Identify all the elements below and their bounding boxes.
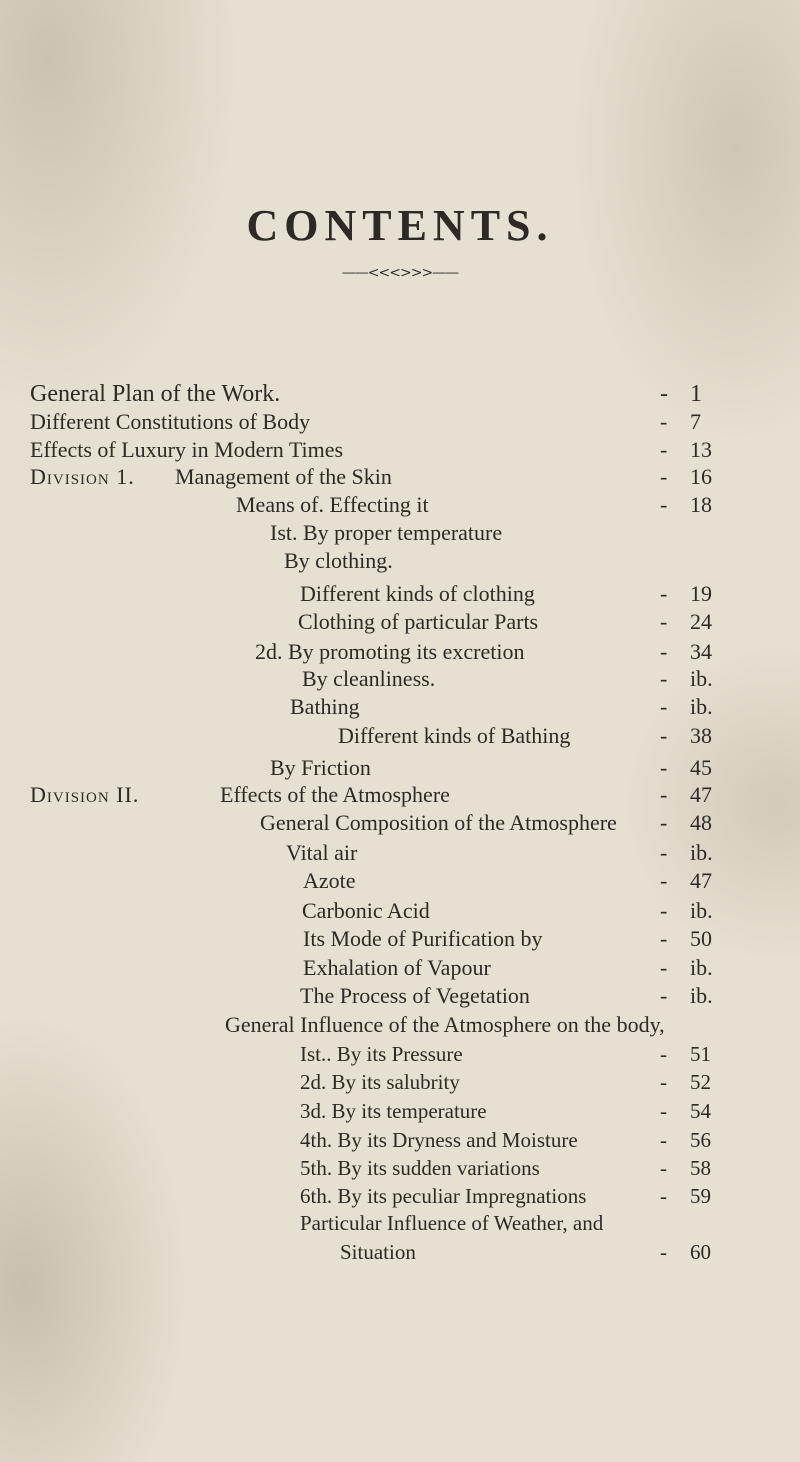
toc-page-number: 16: [690, 464, 712, 489]
toc-entry-label: Carbonic Acid: [302, 898, 430, 923]
leader-dash: -: [660, 840, 668, 865]
toc-page-number: ib.: [690, 983, 713, 1008]
toc-entry: [0, 980, 800, 1012]
toc-entry-label: General Influence of the Atmosphere on the body,: [225, 1012, 665, 1037]
leader-dash: -: [660, 1156, 667, 1180]
toc-entry-label: General Plan of the Work.: [30, 381, 281, 407]
toc-entry-label: Situation: [340, 1240, 416, 1264]
leader-dash: -: [660, 755, 668, 780]
toc-page-number: 60: [690, 1240, 711, 1264]
toc-page-number: 48: [690, 810, 712, 835]
leader-dash: -: [660, 639, 668, 664]
toc-entry-label: Its Mode of Purification by: [303, 926, 543, 951]
toc-entry: [0, 691, 800, 723]
toc-entry: [0, 1236, 800, 1268]
leader-dash: -: [660, 609, 668, 634]
toc-entry-label: Different kinds of Bathing: [338, 723, 571, 748]
toc-entry-label: By cleanliness.: [302, 666, 436, 691]
leader-dash: -: [660, 898, 668, 923]
toc-page-number: ib.: [690, 955, 713, 980]
leader-dash: -: [660, 868, 668, 893]
toc-entry-label: Different kinds of clothing: [300, 581, 535, 606]
leader-dash: -: [660, 581, 668, 606]
toc-entry-label: Effects of the Atmosphere: [220, 782, 450, 807]
toc-page-number: ib.: [690, 666, 713, 691]
toc-entry-label: Ist.. By its Pressure: [300, 1042, 463, 1066]
toc-entry-label: Azote: [303, 868, 356, 893]
toc-page-number: 24: [690, 609, 712, 634]
leader-dash: -: [660, 464, 668, 489]
toc-entry-label: Effects of Luxury in Modern Times: [30, 437, 344, 462]
toc-entry-label: 5th. By its sudden variations: [300, 1156, 540, 1180]
toc-entry-label: Clothing of particular Parts: [298, 609, 539, 634]
leader-dash: -: [660, 437, 668, 462]
leader-dash: -: [660, 955, 668, 980]
toc-entry-label: The Process of Vegetation: [300, 983, 530, 1008]
toc-entry-label: Management of the Skin: [175, 464, 392, 489]
toc-page-number: 7: [690, 409, 701, 434]
toc-entry-label: 4th. By its Dryness and Moisture: [300, 1128, 578, 1152]
toc-entry: [0, 1066, 800, 1098]
toc-page-number: 34: [690, 639, 712, 664]
toc-page-number: ib.: [690, 898, 713, 923]
leader-dash: -: [660, 1099, 667, 1123]
toc-entry: [0, 606, 800, 638]
toc-page-number: 51: [690, 1042, 711, 1066]
toc-page-number: 1: [690, 381, 702, 407]
leader-dash: -: [660, 723, 668, 748]
leader-dash: -: [660, 666, 668, 691]
toc-entry-label: General Composition of the Atmosphere: [260, 810, 617, 835]
toc-division: Division II.: [30, 782, 140, 807]
toc-entry-label: 2d. By its salubrity: [300, 1070, 460, 1094]
toc-entry-label: Different Constitutions of Body: [30, 409, 311, 434]
toc-page-number: 13: [690, 437, 712, 462]
toc-page-number: 54: [690, 1099, 711, 1123]
toc-entry: [0, 1009, 800, 1041]
toc-entry: [0, 1095, 800, 1127]
toc-page-number: 47: [690, 868, 712, 893]
toc-page-number: 38: [690, 723, 712, 748]
leader-dash: -: [660, 1184, 667, 1208]
leader-dash: -: [660, 782, 668, 807]
toc-entry-label: 3d. By its temperature: [300, 1099, 487, 1123]
toc-entry-label: Bathing: [290, 694, 360, 719]
toc-entry: [0, 865, 800, 897]
toc-entry: [0, 923, 800, 955]
toc-entry-label: Exhalation of Vapour: [303, 955, 491, 980]
toc-entry-label: 6th. By its peculiar Impregnations: [300, 1184, 587, 1208]
toc-entry: [0, 545, 800, 577]
page-title: CONTENTS.: [246, 201, 554, 250]
leader-dash: -: [660, 926, 668, 951]
toc-entry-label: Particular Influence of Weather, and: [300, 1211, 604, 1235]
toc-entry-label: By clothing.: [284, 548, 393, 573]
toc-page-number: ib.: [690, 694, 713, 719]
toc-division: Division 1.: [30, 464, 135, 489]
toc-entry-label: By Friction: [270, 755, 371, 780]
toc-page-number: 47: [690, 782, 712, 807]
leader-dash: -: [660, 810, 668, 835]
toc-entry: [0, 720, 800, 752]
toc-entry-label: Means of. Effecting it: [236, 492, 429, 517]
toc-entry: [0, 807, 800, 839]
toc-entry: [0, 1207, 800, 1239]
leader-dash: -: [660, 1070, 667, 1094]
leader-dash: -: [660, 1042, 667, 1066]
leader-dash: -: [660, 983, 668, 1008]
toc-page-number: 50: [690, 926, 712, 951]
title-ornament: ——<<<>>>——: [341, 265, 459, 281]
toc-page-number: 18: [690, 492, 712, 517]
toc-page-number: 56: [690, 1128, 711, 1152]
toc-entry-label: Ist. By proper temperature: [270, 520, 503, 545]
toc-page-number: 19: [690, 581, 712, 606]
toc-entry-label: Vital air: [286, 840, 358, 865]
toc-page-number: 45: [690, 755, 712, 780]
leader-dash: -: [660, 1128, 667, 1152]
toc-entry-label: 2d. By promoting its excretion: [255, 639, 525, 664]
toc-page-number: 58: [690, 1156, 711, 1180]
toc-page-number: 59: [690, 1184, 711, 1208]
leader-dash: -: [660, 1240, 667, 1264]
toc-page-number: ib.: [690, 840, 713, 865]
toc-page-number: 52: [690, 1070, 711, 1094]
leader-dash: -: [660, 694, 668, 719]
leader-dash: -: [660, 381, 668, 407]
leader-dash: -: [660, 492, 668, 517]
leader-dash: -: [660, 409, 668, 434]
